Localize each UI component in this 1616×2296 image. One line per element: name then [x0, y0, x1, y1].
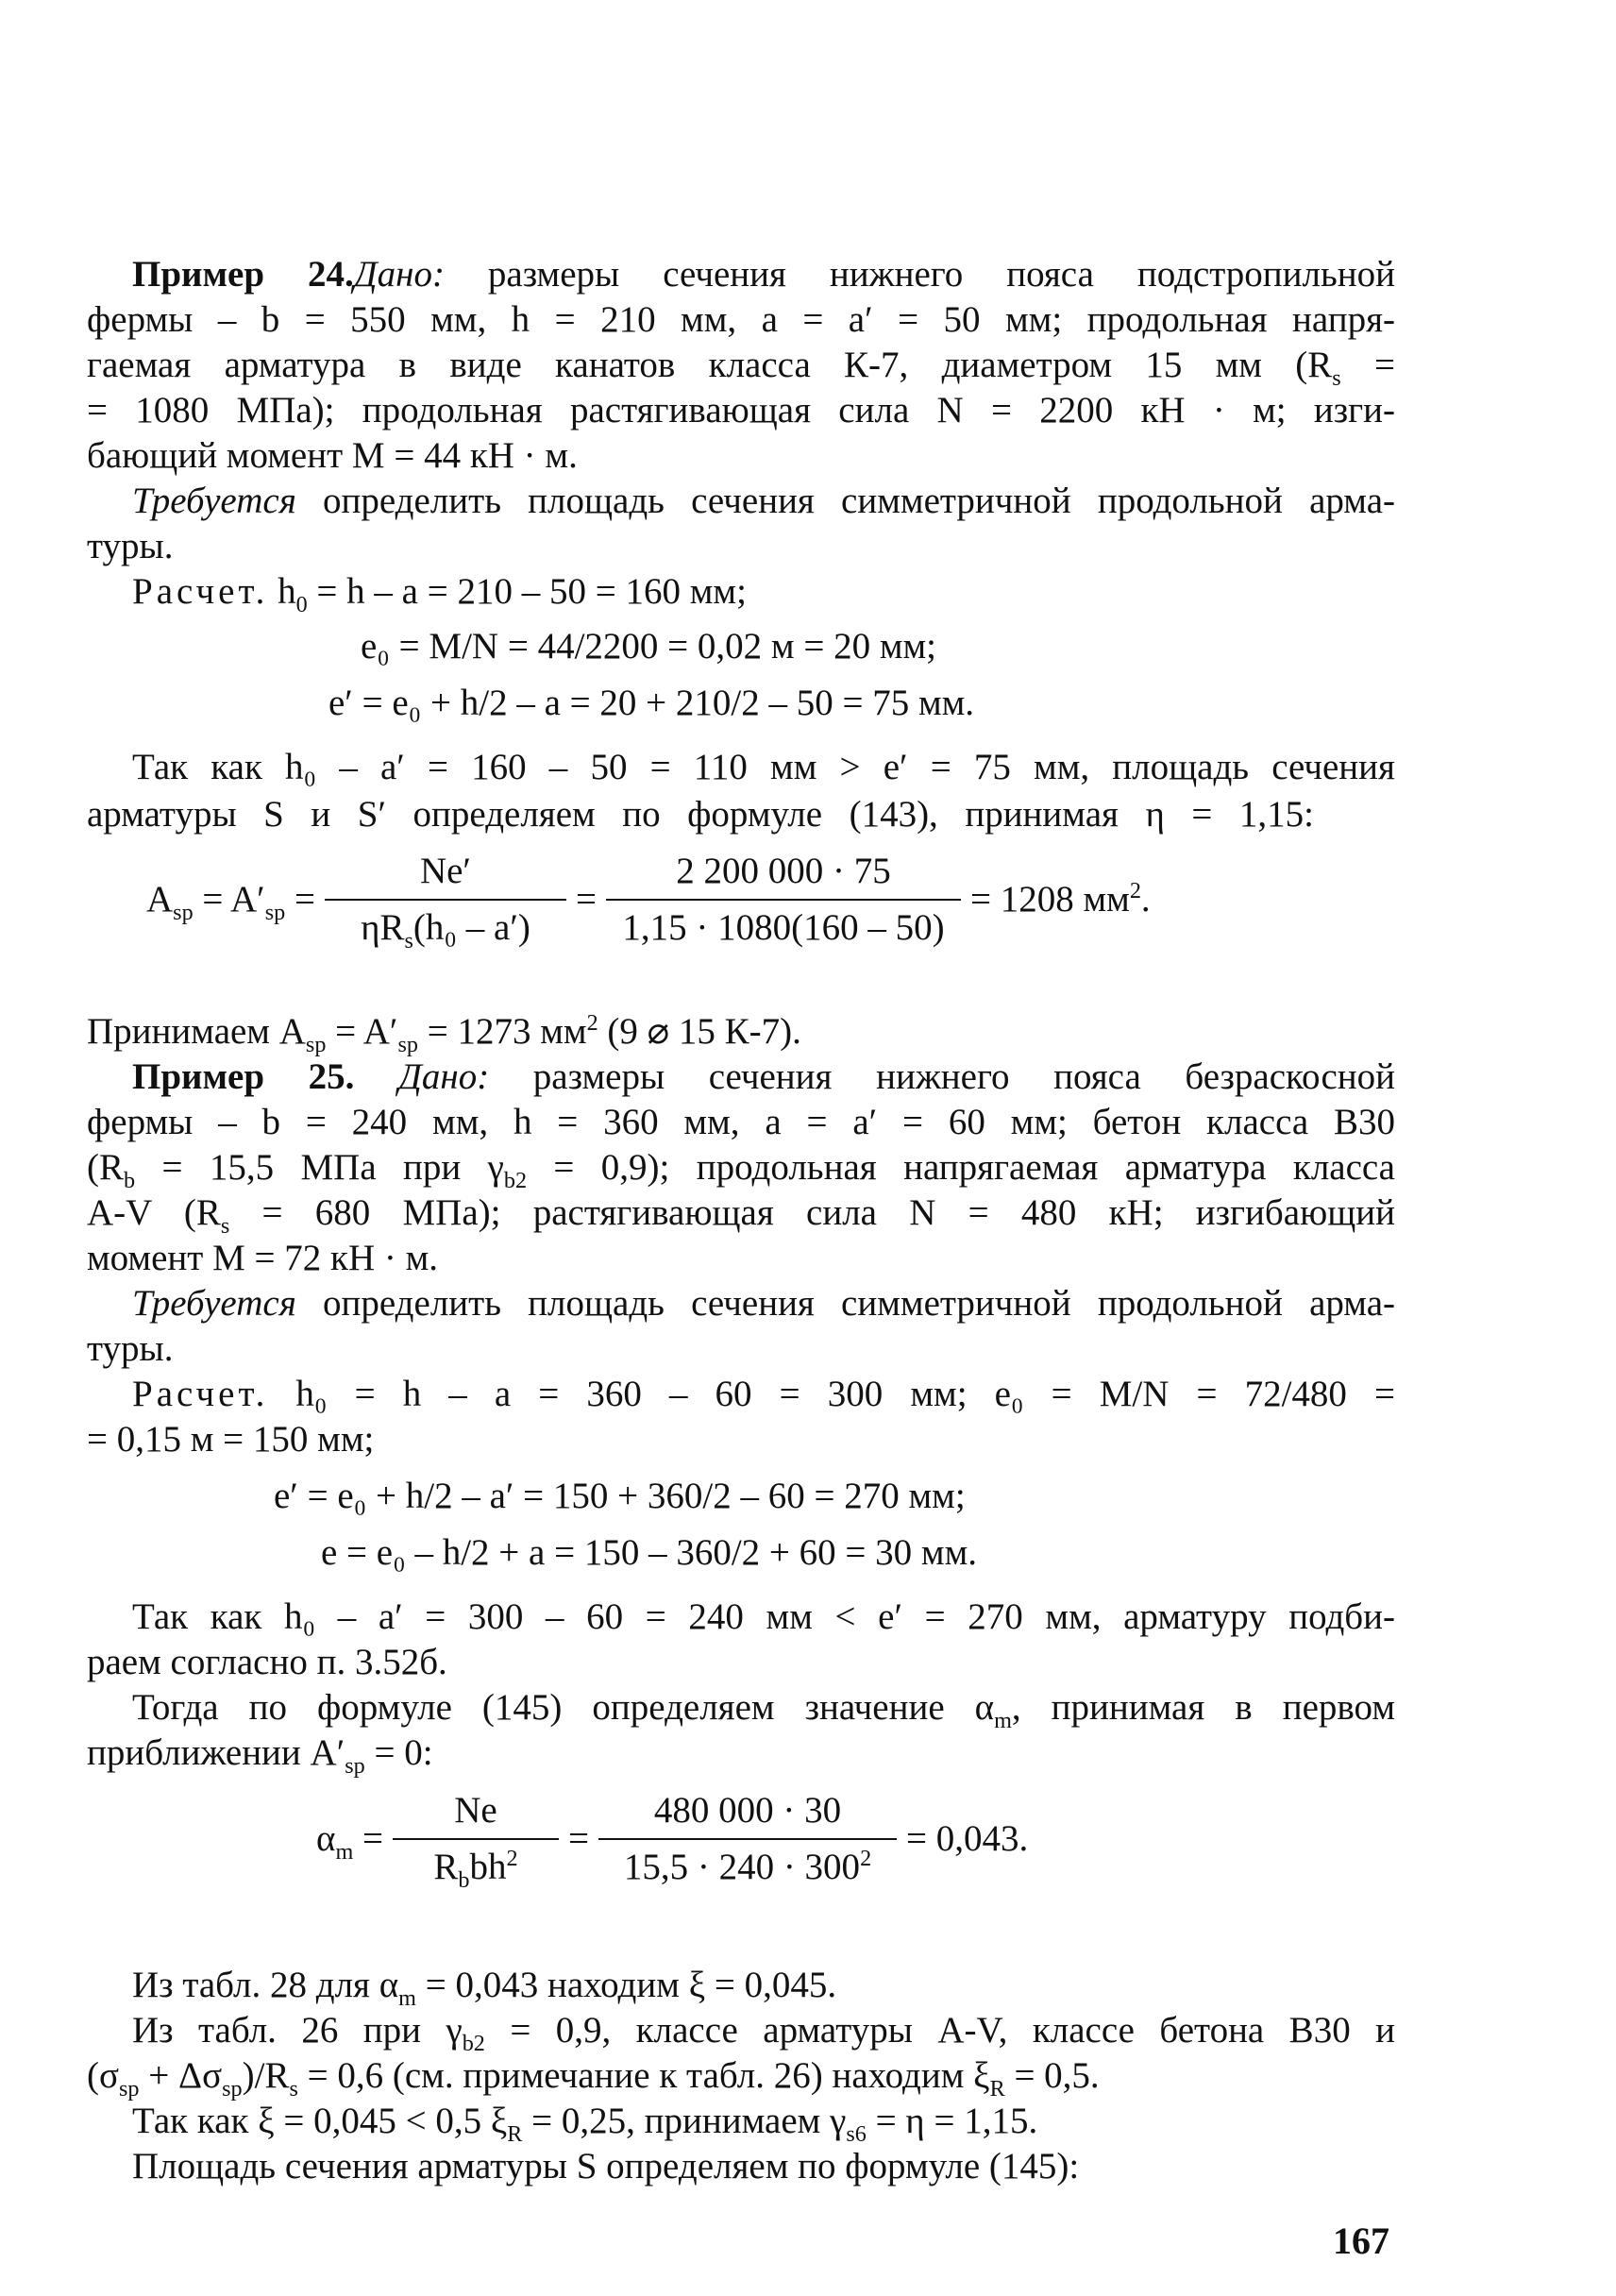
ex25-line-3: ($R_b = 15,5$ МПа при $\gamma_{b2} = 0,9$); продольная напрягаемая арматура класса — [87, 1147, 1395, 1193]
ex24-calc-label: Расчет. — [132, 571, 269, 612]
ex24-text: определить площадь сечения симметричной продольной арма- — [295, 481, 1395, 521]
ex25-calc-label: Расчет. — [132, 1374, 269, 1414]
ex25-line-10: Так как h₀ – a′ = 300 – 60 = 240 мм < e′ = 270 мм, арматуру подби- — [132, 1596, 1395, 1637]
ex24-heading: Пример 24. — [132, 254, 354, 295]
ex24-line-10: арматуры S и S′ определяем по формуле (143), принимая η = 1,15: — [87, 794, 1314, 835]
ex25-fraction-1-denominator: $R_bbh^2$ — [433, 1846, 518, 1893]
ex25-equation-2: e = e₀ – h/2 + a = 150 – 360/2 + 60 = 30 мм. — [321, 1532, 978, 1573]
ex24-text: размеры сечения нижнего пояса подстропильной — [444, 254, 1396, 295]
ex24-fraction-2-numerator: 2 200 000 · 75 — [606, 850, 961, 901]
ex24-subscript: 0 — [295, 591, 308, 617]
ex24-line-5: бающий момент M = 44 кН · м. — [87, 435, 578, 476]
ex24-fraction-1-numerator: Ne′ — [325, 850, 566, 901]
ex24-equation-1: e₀ = M/N = 44/2200 = 0,02 м = 20 мм; — [361, 626, 937, 667]
ex24-line-2: фермы – b = 550 мм, h = 210 мм, a = a′ = 50 мм; продольная напря- — [87, 299, 1395, 340]
ex24-fraction-2 — [606, 850, 961, 950]
ex25-text: размеры сечения нижнего пояса безраскосной — [489, 1056, 1395, 1097]
ex25-formula — [316, 1789, 1029, 1893]
ex25-line-5: момент M = 72 кН · м. — [87, 1238, 439, 1278]
ex25-fraction-2-numerator: 480 000 · 30 — [598, 1789, 897, 1840]
ex25-line-1 — [132, 1055, 1395, 1099]
ex24-formula — [146, 850, 1151, 954]
ex24-equation-2: e′ = e₀ + h/2 – a = 20 + 210/2 – 50 = 75 мм. — [328, 683, 975, 723]
ex25-line-8: Расчет. h₀ = h – a = 360 – 60 = 300 мм; e₀ = M/N = 72/480 = — [132, 1374, 1395, 1414]
ex25-line-2: фермы – b = 240 мм, h = 360 мм, a = a′ = 60 мм; бетон класса В30 — [87, 1102, 1395, 1142]
ex25-formula-lhs: $\alpha_m$ = — [316, 1818, 383, 1865]
ex24-line-6 — [132, 480, 1395, 523]
ex25-formula-result: = 0,043. — [906, 1818, 1029, 1859]
ex25-required-label: Требуется — [132, 1283, 296, 1324]
ex24-line-7: туры. — [87, 526, 174, 566]
ex24-fraction-1 — [325, 850, 566, 954]
ex25-formula-eq: = — [568, 1818, 589, 1859]
ex24-text: h — [268, 571, 296, 612]
ex25-line-9: = 0,15 м = 150 мм; — [87, 1419, 375, 1460]
ex25-given-label: Дано: — [354, 1056, 490, 1097]
ex25-line-14: Из табл. 28 для $\alpha_m = 0,043$ находим ξ = 0,045. — [132, 1965, 837, 2011]
ex25-line-18: Площадь сечения арматуры S определяем по формуле (145): — [132, 2146, 1080, 2186]
ex24-line-8 — [132, 570, 747, 617]
ex24-required-label: Требуется — [132, 481, 296, 521]
ex24-text: = h – a = 210 – 50 = 160 мм; — [307, 571, 747, 612]
ex25-line-11: раем согласно п. 3.52б. — [87, 1642, 447, 1682]
ex24-fraction-1-denominator: $\eta R_s(h_0 - a')$ — [361, 907, 530, 954]
ex24-line-11: Принимаем $A_{sp} = A'_{sp} = 1273$ $мм^2$ (9 ⌀ 15 К-7). — [87, 1010, 801, 1057]
ex25-line-6: Требуется определить площадь сечения симметричной продольной арма- — [132, 1283, 1395, 1324]
ex24-formula-lhs: $A_{sp} = A'_{sp}$ = — [146, 879, 315, 925]
ex25-line-12: Тогда по формуле (145) определяем значение $\alpha_m$, принимая в первом — [132, 1687, 1395, 1733]
ex25-fraction-1 — [393, 1789, 559, 1893]
ex24-formula-eq: = — [575, 879, 597, 920]
ex24-line-9: Так как h₀ – a′ = 160 – 50 = 110 мм > e′ = 75 мм, площадь сечения — [132, 747, 1395, 787]
ex24-subscript: s — [1332, 364, 1341, 391]
ex25-fraction-2-denominator: $15,5 \cdot 240 \cdot 300^2$ — [623, 1846, 872, 1887]
ex24-given-label: Дано: — [353, 254, 445, 295]
ex25-line-16: $(\sigma_{sp} + \Delta\sigma_{sp})/R_s = 0,6$ (см. примечание к табл. 26) находим $\xi_R = 0,5$. — [87, 2055, 1100, 2102]
ex25-heading: Пример 25. — [132, 1056, 355, 1097]
ex24-formula-result: = 1208 $мм^2$. — [969, 878, 1151, 920]
ex24-text: = — [1340, 345, 1395, 385]
ex25-line-4: A-V ($R_s = 680$ МПа); растягивающая сила N = 480 кН; изгибающий — [87, 1192, 1395, 1239]
ex25-line-7: туры. — [87, 1328, 174, 1369]
ex24-line-1 — [132, 253, 1395, 296]
ex24-fraction-2-denominator: 1,15 · 1080(160 – 50) — [622, 907, 945, 948]
ex24-text: гаемая арматура в виде канатов класса К-7, диаметром 15 мм (R — [87, 345, 1333, 385]
ex25-line-17: Так как ξ = 0,045 < 0,5 $\xi_R = 0,25$, принимаем $\gamma_{s6} = \eta = 1,15$. — [132, 2101, 1038, 2147]
ex24-line-3 — [87, 344, 1395, 391]
ex24-line-4: = 1080 МПа); продольная растягивающая сила N = 2200 кН · м; изги- — [87, 390, 1395, 430]
ex25-line-15: Из табл. 26 при $\gamma_{b2} = 0,9$, классе арматуры A-V, классе бетона В30 и — [132, 2010, 1396, 2056]
ex25-line-13: приближении $A'_{sp} = 0$: — [87, 1732, 433, 1779]
ex25-fraction-1-numerator: Ne — [393, 1789, 559, 1840]
page-number: 167 — [1333, 2220, 1389, 2262]
ex25-equation-1: e′ = e₀ + h/2 – a′ = 150 + 360/2 – 60 = 270 мм; — [274, 1476, 966, 1516]
ex25-fraction-2 — [598, 1789, 897, 1889]
